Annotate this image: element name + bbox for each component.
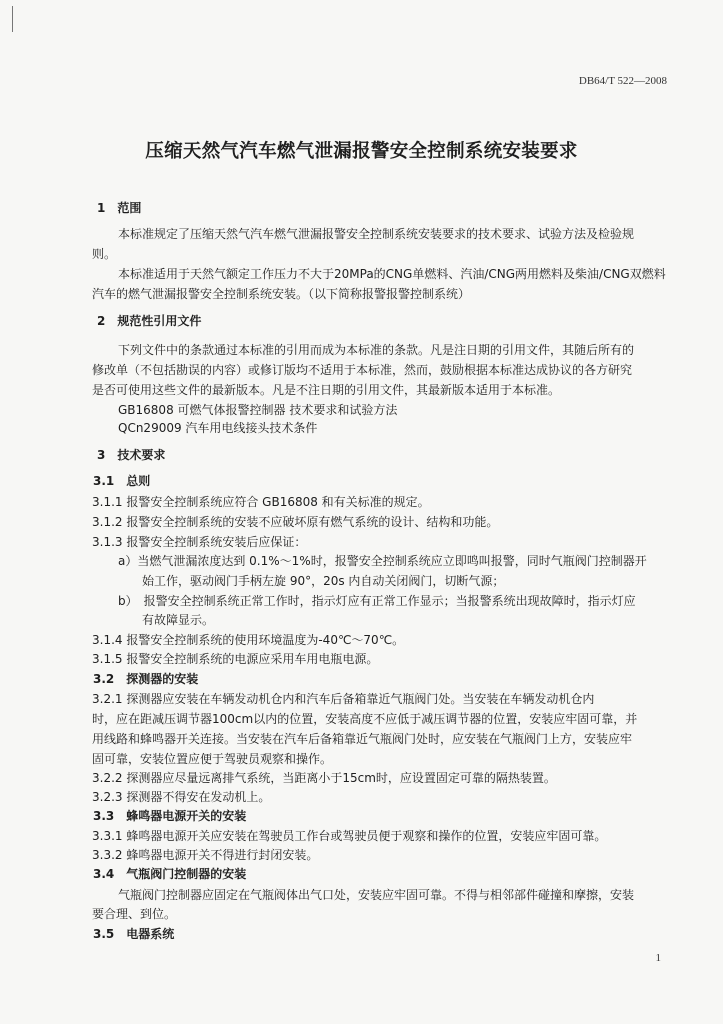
clause-3-2-heading: 3.2 探测器的安装 <box>93 672 199 686</box>
clause-3-4-heading: 3.4 气瓶阀门控制器的安装 <box>93 867 247 881</box>
item-b-line-1: b） 报警安全控制系统正常工作时，指示灯应有正常工作显示；当报警系统出现故障时，指示灯应 <box>118 594 636 608</box>
clause-3-3-1: 3.3.1 蜂鸣器电源开关应安装在驾驶员工作台或驾驶员便于观察和操作的位置，安装应牢固可靠。 <box>92 829 607 843</box>
scan-edge-mark <box>12 6 13 32</box>
section-2-paragraph-line-2: 修改单（不包括勘误的内容）或修订版均不适用于本标准，然而，鼓励根据本标准达成协议的各方研究 <box>92 363 633 377</box>
clause-3-5-heading: 3.5 电器系统 <box>93 927 175 941</box>
clause-3-4-paragraph-line-2: 要合理、到位。 <box>92 907 177 921</box>
clause-3-1-5: 3.1.5 报警安全控制系统的电源应采用车用电瓶电源。 <box>92 652 379 666</box>
section-1-paragraph-2-line-1: 本标准适用于天然气额定工作压力不大于20MPa的CNG单燃料、汽油/CNG两用燃料及柴油/CNG双燃料 <box>118 267 666 281</box>
section-1-heading: 1 范围 <box>97 201 142 215</box>
page-number: 1 <box>655 952 661 964</box>
clause-3-2-1-line-2: 时，应在距减压调节器100cm以内的位置，安装高度不应低于减压调节器的位置，安装应牢固可靠，并 <box>92 712 638 726</box>
section-2-heading: 2 规范性引用文件 <box>97 314 202 328</box>
section-1-paragraph-2-line-2: 汽车的燃气泄漏报警安全控制系统安装。（以下简称报警报警控制系统） <box>92 287 471 301</box>
section-2-paragraph-line-3: 是否可使用这些文件的最新版本。凡是不注日期的引用文件，其最新版本适用于本标准。 <box>92 383 561 397</box>
section-3-heading: 3 技术要求 <box>97 448 166 462</box>
section-1-paragraph-1-line-1: 本标准规定了压缩天然气汽车燃气泄漏报警安全控制系统安装要求的技术要求、试验方法及检验规 <box>118 227 635 241</box>
clause-3-2-1-line-1: 3.2.1 探测器应安装在车辆发动机仓内和汽车后备箱靠近气瓶阀门处。当安装在车辆发动机仓内 <box>92 692 595 706</box>
reference-gb16808: GB16808 可燃气体报警控制器 技术要求和试验方法 <box>118 403 398 417</box>
reference-qcn29009: QCn29009 汽车用电线接头技术条件 <box>118 421 318 435</box>
clause-3-1-1: 3.1.1 报警安全控制系统应符合 GB16808 和有关标准的规定。 <box>92 495 430 509</box>
document-code: DB64/T 522—2008 <box>578 75 667 87</box>
section-2-paragraph-line-1: 下列文件中的条款通过本标准的引用而成为本标准的条款。凡是注日期的引用文件，其随后所有的 <box>118 343 635 357</box>
document-title: 压缩天然气汽车燃气泄漏报警安全控制系统安装要求 <box>145 141 578 162</box>
clause-3-1-3: 3.1.3 报警安全控制系统安装后应保证： <box>92 535 307 549</box>
clause-3-1-heading: 3.1 总则 <box>93 474 151 488</box>
item-b-line-2: 有故障显示。 <box>142 613 215 627</box>
clause-3-2-2: 3.2.2 探测器应尽量远离排气系统，当距离小于15cm时，应设置固定可靠的隔热装置。 <box>92 771 556 785</box>
item-a-line-2: 始工作，驱动阀门手柄左旋 90°，20s 内自动关闭阀门，切断气源； <box>142 574 505 588</box>
item-a-line-1: a）当燃气泄漏浓度达到 0.1%～1%时，报警安全控制系统应立即鸣叫报警，同时气瓶阀门控制器开 <box>118 554 647 568</box>
clause-3-1-2: 3.1.2 报警安全控制系统的安装不应破坏原有燃气系统的设计、结构和功能。 <box>92 515 499 529</box>
clause-3-3-2: 3.3.2 蜂鸣器电源开关不得进行封闭安装。 <box>92 848 319 862</box>
section-1-paragraph-1-line-2: 则。 <box>92 247 117 261</box>
clause-3-2-1-line-4: 固可靠，安装位置应便于驾驶员观察和操作。 <box>92 752 333 766</box>
clause-3-4-paragraph-line-1: 气瓶阀门控制器应固定在气瓶阀体出气口处，安装应牢固可靠。不得与相邻部件碰撞和摩擦，安装 <box>118 888 635 902</box>
clause-3-2-3: 3.2.3 探测器不得安在发动机上。 <box>92 790 271 804</box>
clause-3-2-1-line-3: 用线路和蜂鸣器开关连接。当安装在汽车后备箱靠近气瓶阀门处时，应安装在气瓶阀门上方，安装应牢 <box>92 732 633 746</box>
clause-3-3-heading: 3.3 蜂鸣器电源开关的安装 <box>93 809 247 823</box>
clause-3-1-4: 3.1.4 报警安全控制系统的使用环境温度为-40℃～70℃。 <box>92 633 405 647</box>
